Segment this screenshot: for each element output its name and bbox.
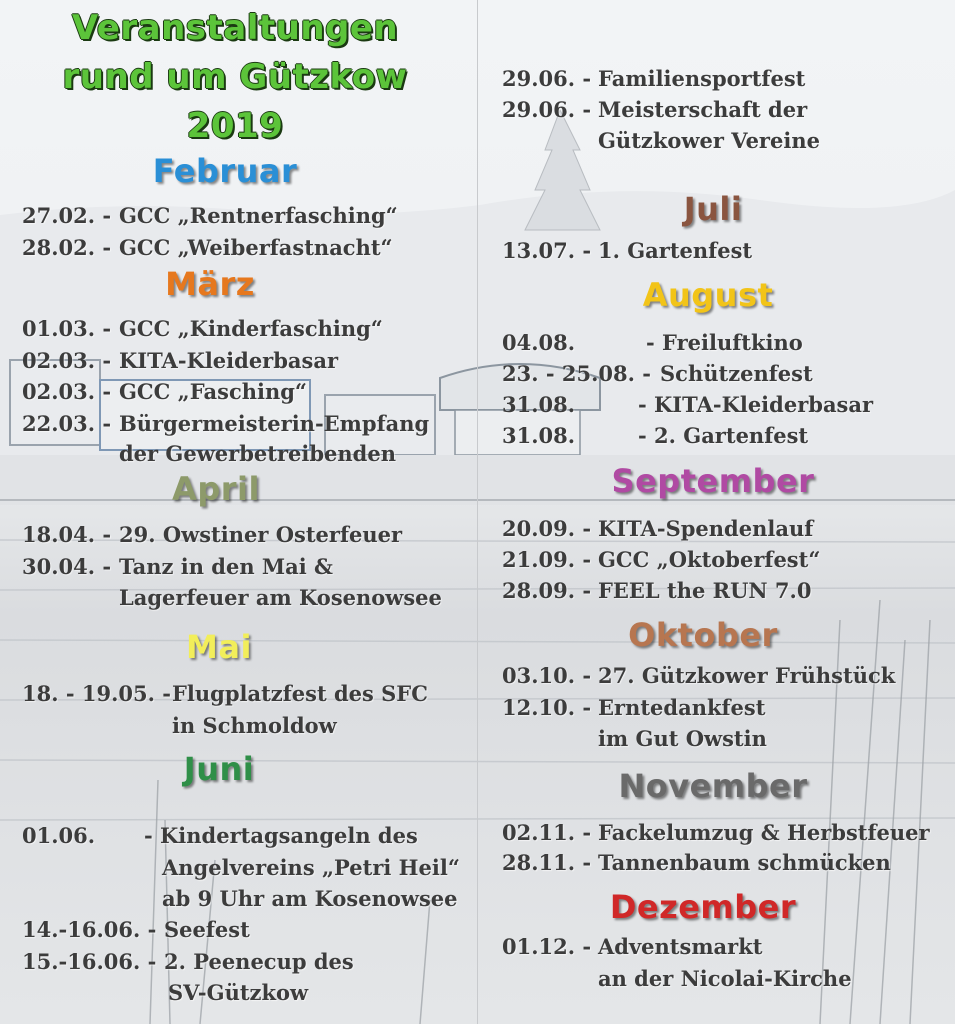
event-title: Lagerfeuer am Kosenowsee xyxy=(119,585,442,610)
poster-title-line2: rund um Gützkow xyxy=(62,57,408,97)
event-date: 01.06. xyxy=(22,823,96,848)
right-column xyxy=(478,0,955,1024)
event-date: 02.03. - xyxy=(22,348,112,373)
event-title: Fackelumzug & Herbstfeuer xyxy=(598,820,930,845)
month-heading-maerz: März xyxy=(165,265,255,303)
event-date: 31.08. xyxy=(502,392,576,417)
event-title: KITA-Kleiderbasar xyxy=(119,348,339,373)
event-title: SV-Gützkow xyxy=(168,980,309,1005)
event-date: 02.11. - xyxy=(502,820,592,845)
event-title: - Kindertagsangeln des xyxy=(144,823,418,848)
month-heading-november: November xyxy=(618,767,808,805)
month-heading-juli: Juli xyxy=(683,190,743,228)
event-title: GCC „Kinderfasching“ xyxy=(119,316,383,341)
event-title: Flugplatzfest des SFC xyxy=(172,681,428,706)
event-date: 21.09. - xyxy=(502,547,592,572)
event-title: Familiensportfest xyxy=(598,66,806,91)
event-title: Erntedankfest xyxy=(598,695,766,720)
event-date: 18. - 19.05. - xyxy=(22,681,171,706)
event-date: 28.09. - xyxy=(502,578,592,603)
event-date: 28.11. - xyxy=(502,850,592,875)
event-date: 30.04. - xyxy=(22,554,112,579)
event-title: Tanz in den Mai & xyxy=(119,554,334,579)
month-heading-oktober: Oktober xyxy=(628,616,778,654)
month-heading-september: September xyxy=(611,462,815,500)
month-heading-juni: Juni xyxy=(183,750,255,788)
month-heading-februar: Februar xyxy=(152,152,298,190)
event-date: 01.03. - xyxy=(22,316,112,341)
left-column xyxy=(0,0,477,1024)
month-heading-mai: Mai xyxy=(186,628,252,666)
month-heading-april: April xyxy=(172,470,260,508)
event-title: in Schmoldow xyxy=(172,713,337,738)
event-title: KITA-Spendenlauf xyxy=(598,516,814,541)
event-title: Schützenfest xyxy=(660,361,813,386)
event-title: ab 9 Uhr am Kosenowsee xyxy=(162,886,458,911)
event-title: an der Nicolai-Kirche xyxy=(598,966,852,991)
event-date: 29.06. - xyxy=(502,66,592,91)
event-date: 29.06. - xyxy=(502,97,592,122)
event-title: GCC „Oktoberfest“ xyxy=(598,547,821,572)
event-title: Meisterschaft der xyxy=(598,97,808,122)
event-title: GCC „Fasching“ xyxy=(119,379,308,404)
event-date: 04.08. xyxy=(502,330,576,355)
event-title: Gützkower Vereine xyxy=(598,128,820,153)
event-title: Adventsmarkt xyxy=(598,934,763,959)
event-date: 23. - 25.08. - xyxy=(502,361,651,386)
event-title: 1. Gartenfest xyxy=(598,238,753,263)
event-title: Angelvereins „Petri Heil“ xyxy=(162,855,460,880)
event-title: - Freiluftkino xyxy=(646,330,803,355)
event-title: 2. Peenecup des xyxy=(164,949,354,974)
event-title: 29. Owstiner Osterfeuer xyxy=(119,522,403,547)
event-date: 12.10. - xyxy=(502,695,592,720)
event-title: Seefest xyxy=(164,917,250,942)
event-date: 02.03. - xyxy=(22,379,112,404)
month-heading-august: August xyxy=(642,276,774,314)
event-date: 20.09. - xyxy=(502,516,592,541)
event-date: 13.07. - xyxy=(502,238,592,263)
event-date: 27.02. - xyxy=(22,203,112,228)
event-title: Tannenbaum schmücken xyxy=(598,850,891,875)
event-title: GCC „Rentnerfasching“ xyxy=(119,203,398,228)
event-title: 27. Gützkower Frühstück xyxy=(598,663,896,688)
poster-title-year: 2019 xyxy=(186,106,284,146)
event-date: 14.-16.06. - xyxy=(22,917,157,942)
event-title: - 2. Gartenfest xyxy=(638,423,809,448)
event-date: 28.02. - xyxy=(22,235,112,260)
event-title: GCC „Weiberfastnacht“ xyxy=(119,235,393,260)
poster-title-line1: Veranstaltungen xyxy=(71,8,399,48)
event-date: 18.04. - xyxy=(22,522,112,547)
event-title: - KITA-Kleiderbasar xyxy=(638,392,874,417)
event-date: 03.10. - xyxy=(502,663,592,688)
event-date: 22.03. - xyxy=(22,411,112,436)
event-title: Bürgermeisterin-Empfang xyxy=(119,411,430,436)
event-date: 01.12. - xyxy=(502,934,592,959)
event-date: 15.-16.06. - xyxy=(22,949,157,974)
event-title: FEEL the RUN 7.0 xyxy=(598,578,812,603)
event-title: im Gut Owstin xyxy=(598,726,767,751)
event-date: 31.08. xyxy=(502,423,576,448)
month-heading-dezember: Dezember xyxy=(609,888,797,926)
event-title: der Gewerbetreibenden xyxy=(119,441,396,466)
